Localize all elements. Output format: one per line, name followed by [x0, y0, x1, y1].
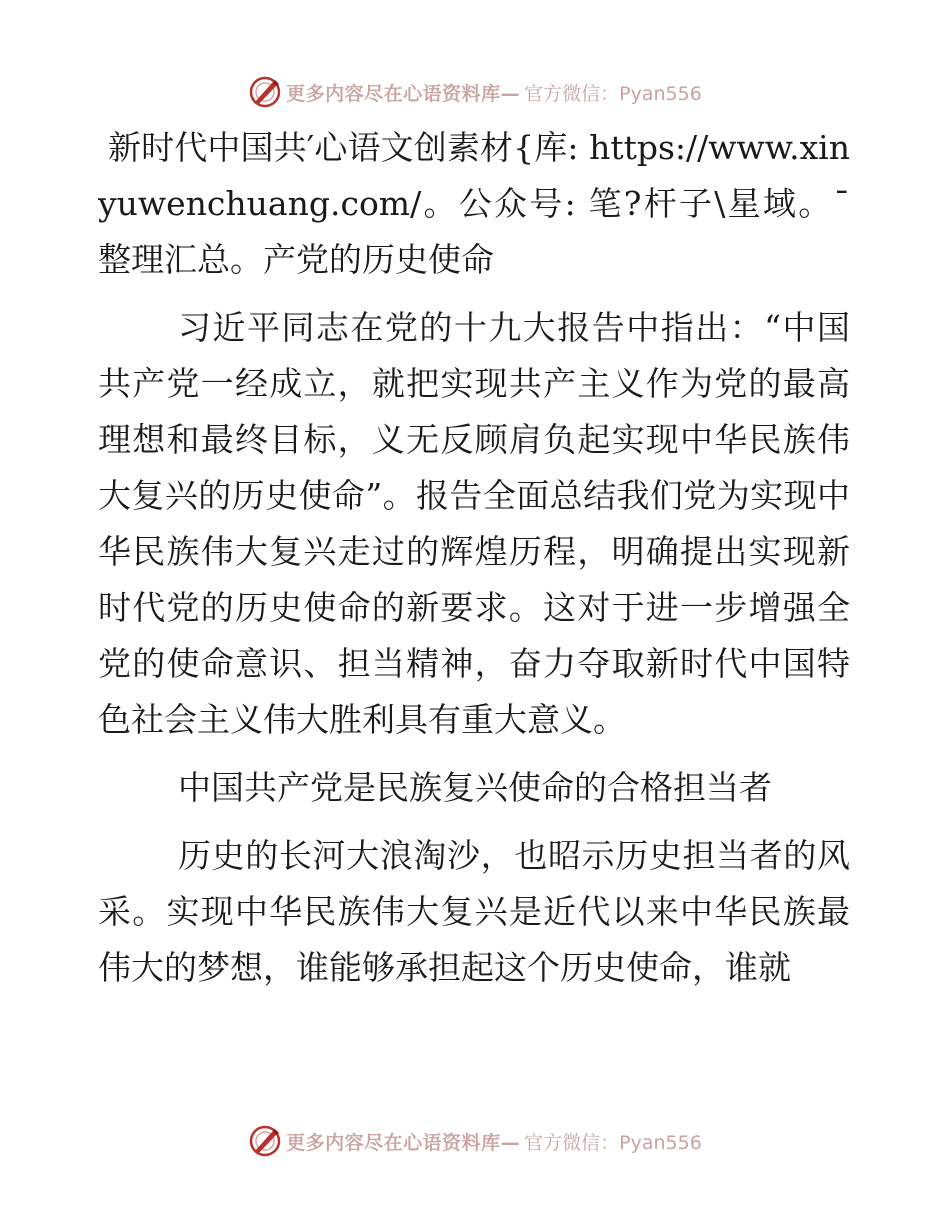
intro-paragraph: 新时代中国共′心语文创素材{库: https://www.xinyuwenchuang.com/。公众号: 笔?杆子\星域。¯整理汇总。产党的历史使命	[98, 128, 850, 279]
watermark-text: 更多内容尽在心语资料库—	[286, 82, 521, 105]
footer-watermark	[0, 1121, 950, 1161]
pen-logo-icon	[248, 75, 282, 109]
watermark-text: 更多内容尽在心语资料库—	[286, 1131, 521, 1154]
body-paragraph-1: 习近平同志在党的十九大报告中指出：“中国共产党一经成立，就把实现共产主义作为党的最高理想和最终目标，义无反顾肩负起实现中华民族伟大复兴的历史使命”。报告全面总结我们党为实现中华民族伟大复兴走过的辉煌历程，明确提出实现新时代党的历史使命的新要求。这对于进一步增强全党的使命意识、担当精神，奋力夺取新时代中国特色社会主义伟大胜利具有重大意义。	[98, 308, 850, 739]
section-heading: 中国共产党是民族复兴使命的合格担当者	[178, 768, 772, 807]
wechat-id: 官方微信：Pyan556	[524, 1131, 702, 1154]
pen-logo-icon	[248, 1124, 282, 1158]
wechat-id: 官方微信：Pyan556	[524, 82, 702, 105]
body-paragraph-2: 历史的长河大浪淘沙，也昭示历史担当者的风采。实现中华民族伟大复兴是近代以来中华民族最伟大的梦想，谁能够承担起这个历史使命，谁就	[98, 836, 850, 987]
document-body	[98, 120, 850, 996]
header-watermark	[0, 72, 950, 112]
